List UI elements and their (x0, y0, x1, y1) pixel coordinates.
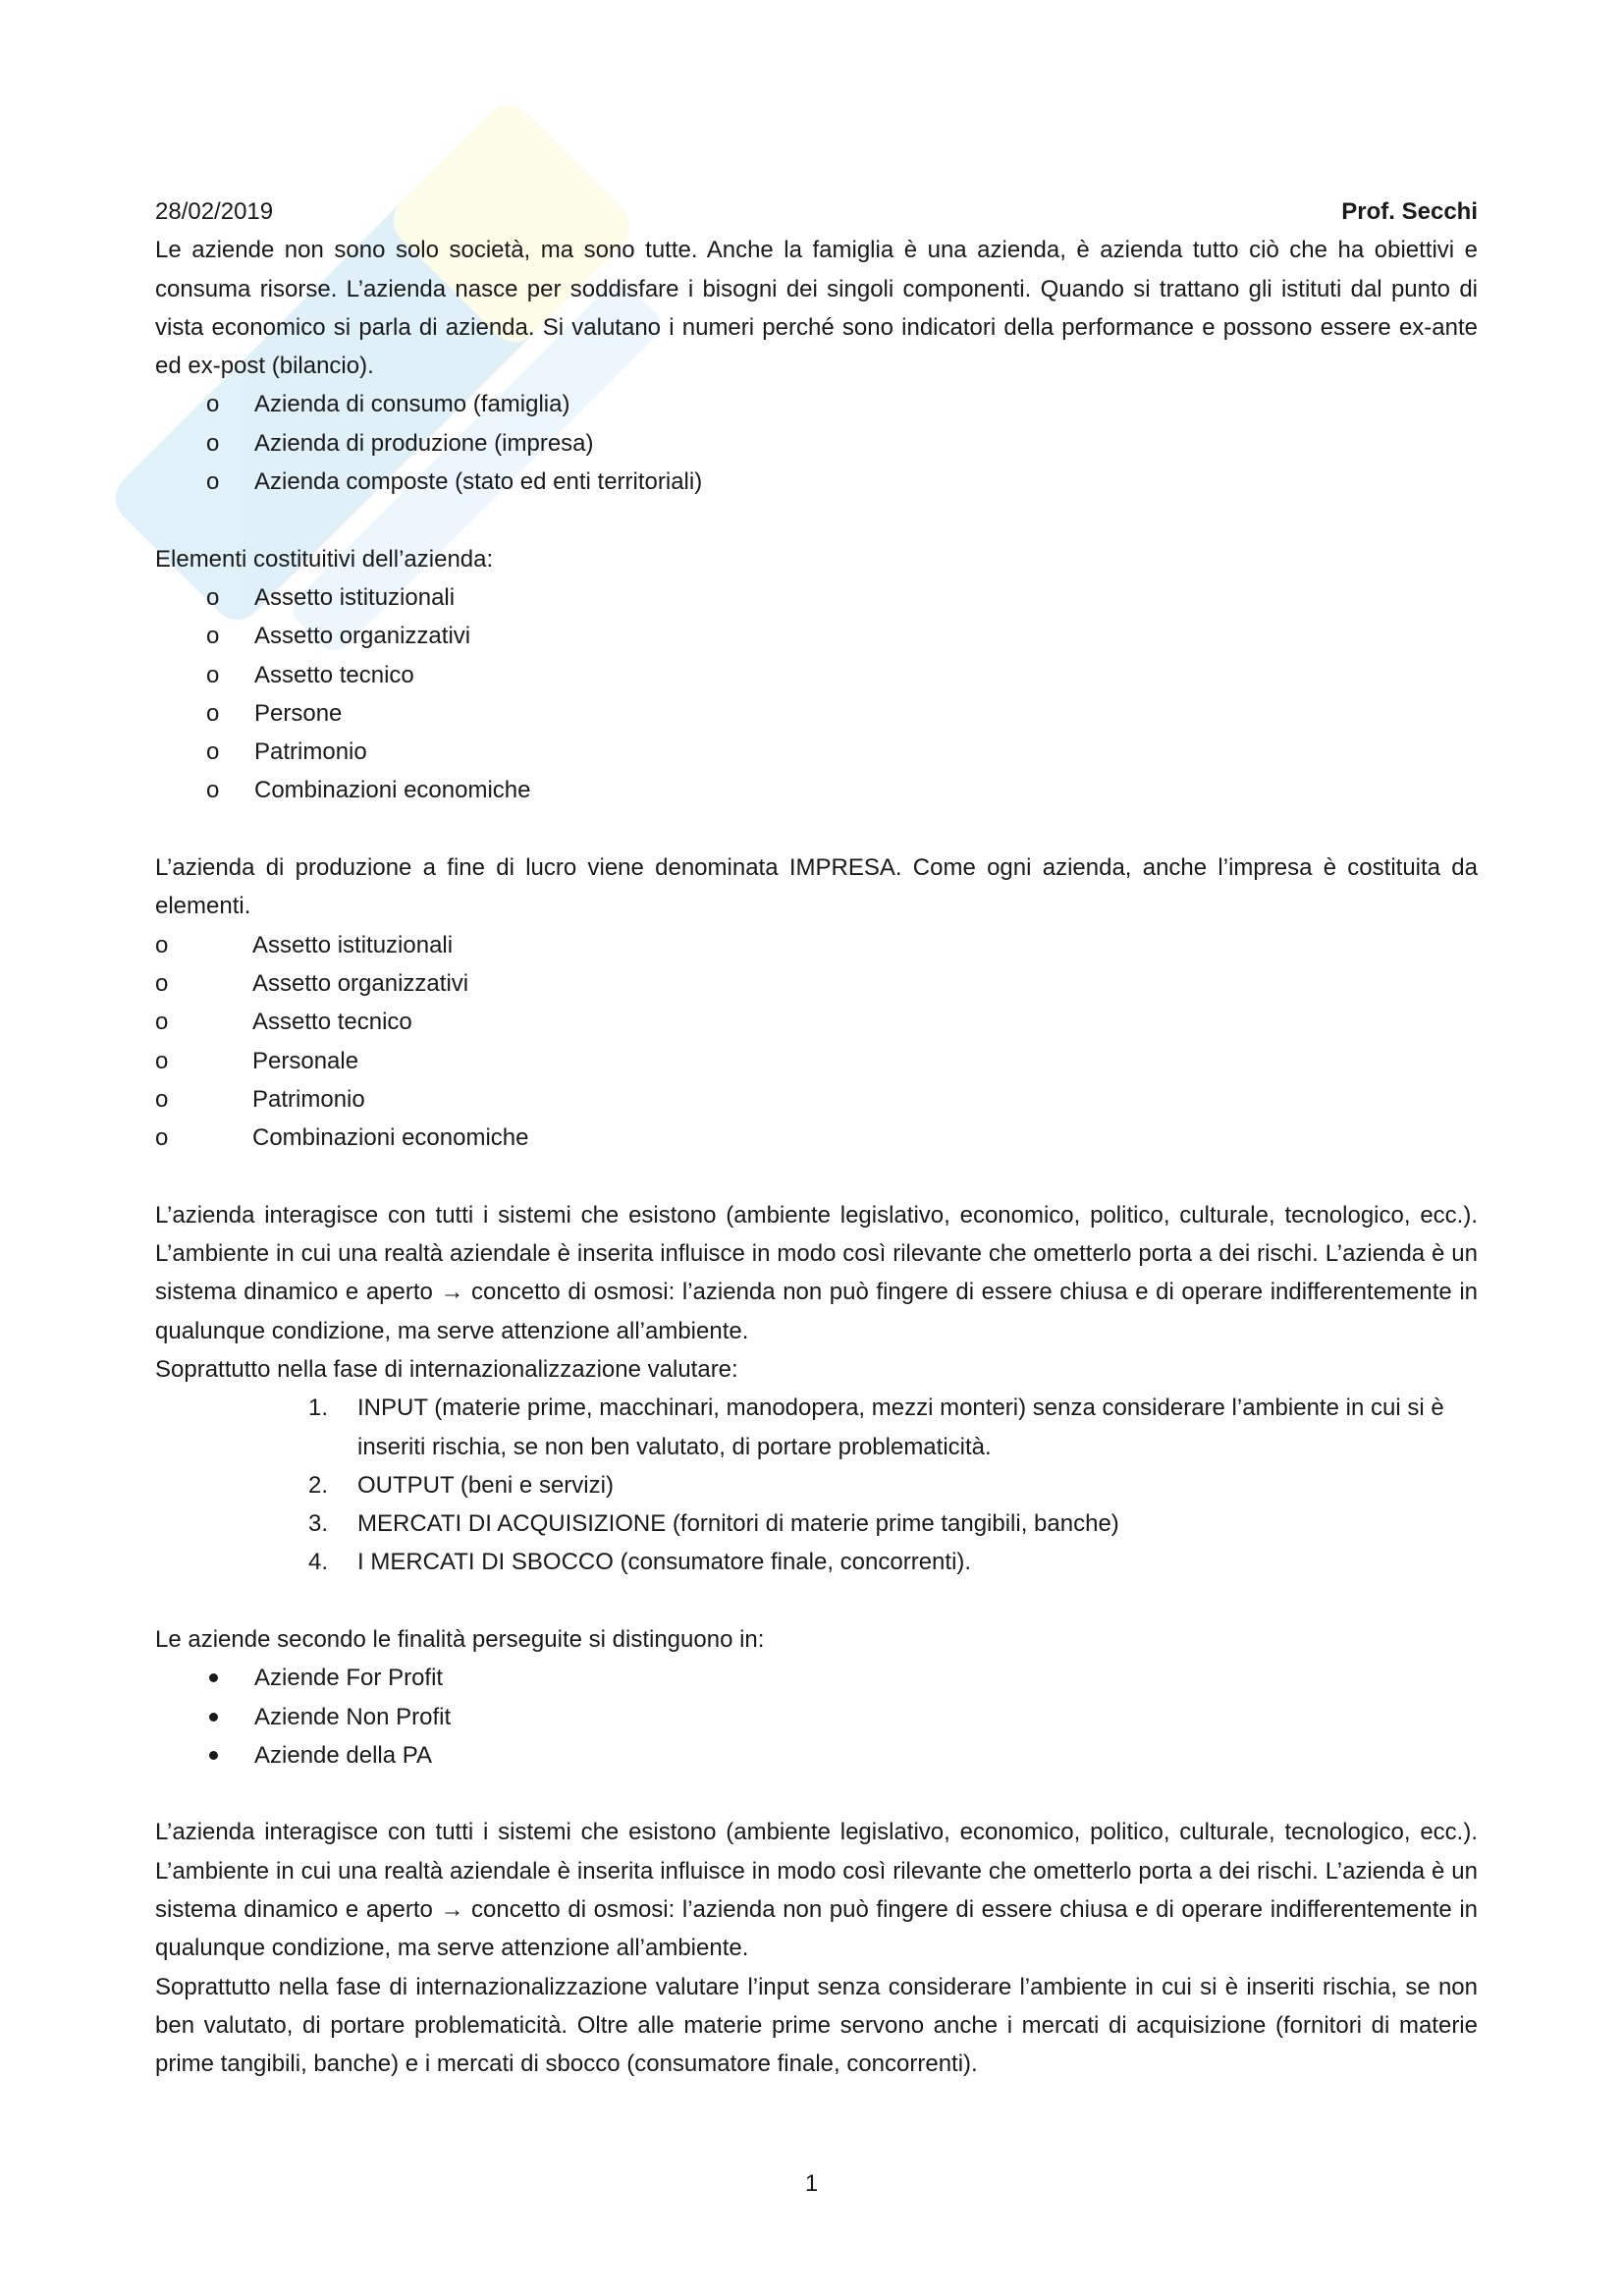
list-item: o Combinazioni economiche (155, 1119, 1478, 1157)
list-item: o Combinazioni economiche (155, 771, 1478, 809)
list-text: INPUT (materie prime, macchinari, manodopera, mezzi monteri) senza considerare l’ambiente in cui si è inseriti rischia, se non ben valutato, di portare problematicità. (357, 1394, 1444, 1460)
list-item: o Assetto tecnico (155, 1003, 1478, 1041)
list-item (155, 1504, 1478, 1543)
list-item: Aziende Non Profit (155, 1698, 1478, 1736)
paragraph-ambiente: L’azienda interagisce con tutti i sistemi che esistono (ambiente legislativo, economico, politico, culturale, tecnologico, ecc.). L’ambiente in cui una realtà aziendale è inserita influisce in modo così rilevante che ometterlo porta a dei rischi. L’azienda è un sistema dinamico e aperto → concetto di osmosi: l’azienda non può fingere di essere chiusa e di operare indifferentemente in qualunque condizione, ma serve attenzione all’ambiente. (155, 1201, 1478, 1344)
paragraph-intro: Le aziende non sono solo società, ma sono tutte. Anche la famiglia è una azienda, è azienda tutto ciò che ha obiettivi e consuma risorse. L’azienda nasce per soddisfare i bisogni dei singoli componenti. Quando si trattano gli istituti dal punto di vista economico si parla di azienda. Si valutano i numeri perché sono indicatori della performance e possono essere ex-ante ed ex-post (bilancio). (155, 237, 1478, 380)
list-tipi-azienda (155, 385, 1478, 501)
list-item: o Patrimonio (155, 733, 1478, 771)
professor-name: Prof. Secchi (1341, 198, 1478, 225)
page-number: 1 (804, 2170, 819, 2197)
paragraph-finalita: Le aziende secondo le finalità perseguite si distinguono in: (155, 1625, 765, 1653)
list-item (155, 1543, 1478, 1581)
list-number: 3. (308, 1510, 329, 1538)
list-item: Aziende della PA (155, 1736, 1478, 1775)
list-item: o Assetto istituzionali (155, 578, 1478, 617)
list-internazionalizzazione (155, 1389, 1478, 1581)
paragraph-input: Soprattutto nella fase di internazionalizzazione valutare l’input senza considerare l’ambiente in cui si è inseriti rischia, se non ben valutato, di portare problematicità. Oltre alle materie prime servono anche i mercati di acquisizione (fornitori di materie prime tangibili, banche) e i mercati di sbocco (consumatore finale, concorrenti). (155, 1973, 1478, 2078)
list-finalita (155, 1659, 1478, 1775)
list-text: OUTPUT (beni e servizi) (357, 1471, 614, 1499)
list-item: o Personale (155, 1042, 1478, 1080)
list-number: 2. (308, 1471, 329, 1499)
paragraph-internazionalizzazione: Soprattutto nella fase di internazionalizzazione valutare: (155, 1355, 738, 1383)
lecture-date: 28/02/2019 (155, 198, 274, 225)
paragraph-elementi: Elementi costituitivi dell’azienda: (155, 545, 494, 573)
list-item: o Assetto istituzionali (155, 926, 1478, 964)
list-item: o Patrimonio (155, 1080, 1478, 1119)
list-item: Aziende For Profit (155, 1659, 1478, 1697)
list-text: I MERCATI DI SBOCCO (consumatore finale, concorrenti). (357, 1549, 972, 1576)
list-item: o Assetto organizzativi (155, 964, 1478, 1003)
list-item: o Azienda di produzione (impresa) (155, 424, 1478, 463)
paragraph-ambiente-2: L’azienda interagisce con tutti i sistemi che esistono (ambiente legislativo, economico, politico, culturale, tecnologico, ecc.). L’ambiente in cui una realtà aziendale è inserita influisce in modo così rilevante che ometterlo porta a dei rischi. L’azienda è un sistema dinamico e aperto → concetto di osmosi: l’azienda non può fingere di essere chiusa e di operare indifferentemente in qualunque condizione, ma serve attenzione all’ambiente. (155, 1819, 1478, 1962)
list-number: 1. (308, 1394, 329, 1422)
list-item: o Assetto organizzativi (155, 617, 1478, 655)
paragraph-impresa: L’azienda di produzione a fine di lucro viene denominata IMPRESA. Come ogni azienda, anche l’impresa è costituita da elementi. (155, 854, 1478, 920)
document-header (155, 192, 1478, 231)
list-item: o Persone (155, 694, 1478, 733)
list-item (155, 1466, 1478, 1504)
list-text: MERCATI DI ACQUISIZIONE (fornitori di materie prime tangibili, banche) (357, 1510, 1119, 1538)
list-item: o Azienda composte (stato ed enti territoriali) (155, 463, 1478, 501)
list-elementi-azienda (155, 578, 1478, 810)
document-page (155, 192, 1478, 2084)
list-item: o Azienda di consumo (famiglia) (155, 385, 1478, 423)
list-item (155, 1389, 1478, 1466)
list-elementi-impresa (155, 926, 1478, 1158)
list-item: o Assetto tecnico (155, 656, 1478, 694)
list-number: 4. (308, 1549, 329, 1576)
